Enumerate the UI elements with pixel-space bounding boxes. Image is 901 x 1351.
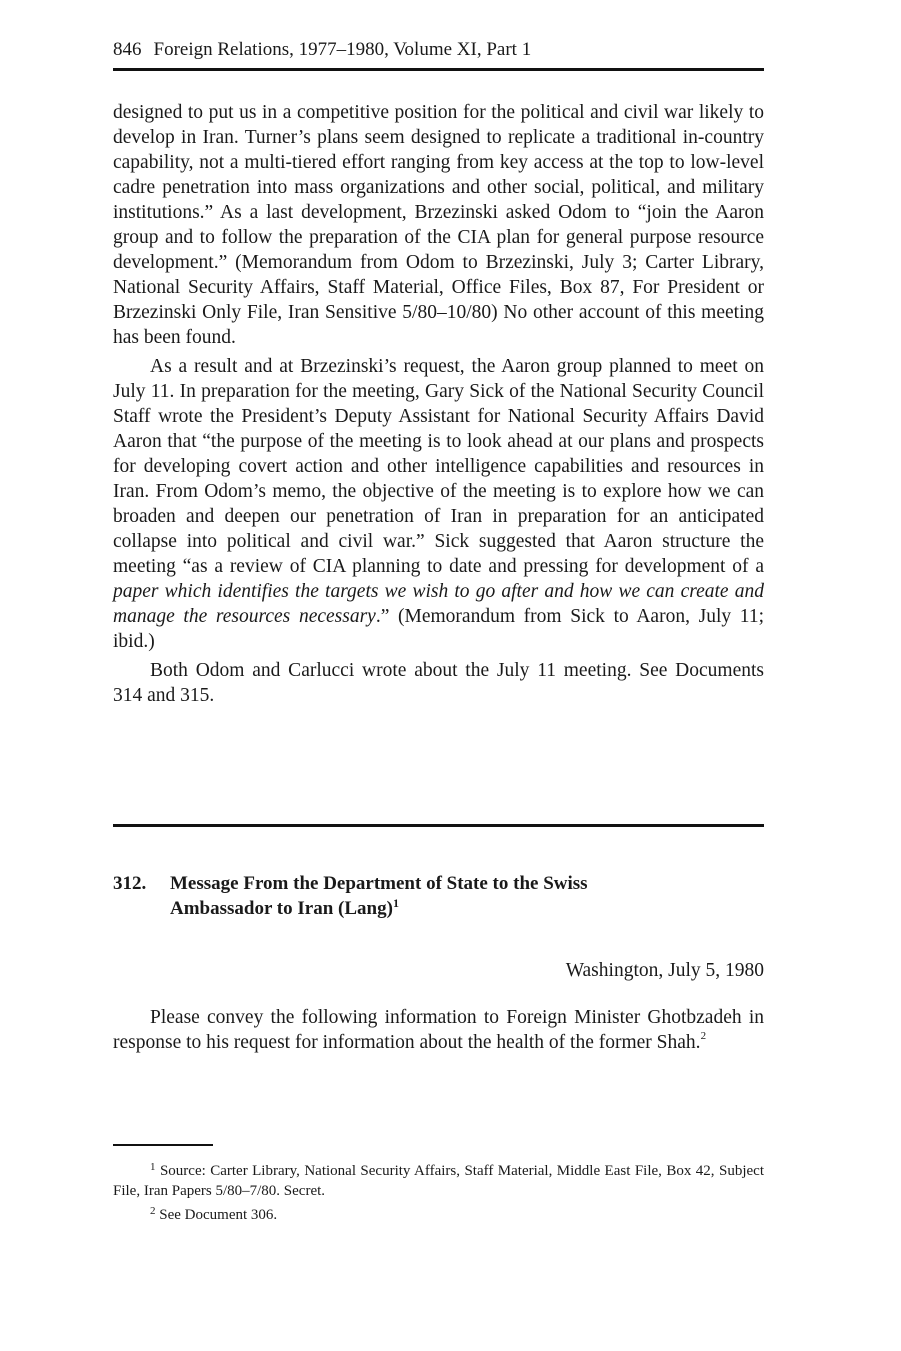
main-text [113, 100, 764, 712]
section-rule [113, 824, 764, 827]
paragraph-2-tail: .” (Memorandum from Sick to Aaron, July 11; ibid.) [113, 606, 764, 652]
footnote-rule [113, 1144, 213, 1146]
paragraph-1: designed to put us in a competitive position for the political and civil war likely to develop in Iran. Turner’s plans seem designed to replicate a traditional in-country capability, not a multi-tiered effort ranging from key access at the top to low-level cadre penetration into mass organizations and other social, political, and military institutions.” As a last development, Brzezinski asked Odom to “join the Aaron group and to follow the preparation of the CIA plan for general purpose resource development.” (Memorandum from Odom to Brzezinski, July 3; Carter Library, National Security Affairs, Staff Material, Office Files, Box 87, For President or Brzezinski Only File, Iran Sensitive 5/80–10/80) No other account of this meeting has been found. [113, 102, 764, 348]
paragraph-2-italic: paper which identifies the targets we wish to go after and how we can create and manage the resources necessary [113, 581, 764, 627]
footnote-2 [113, 1205, 764, 1225]
paragraph-3: Both Odom and Carlucci wrote about the July 11 meeting. See Documents 314 and 315. [113, 660, 764, 706]
footnote-2-text: See Document 306. [159, 1207, 278, 1223]
dateline: Washington, July 5, 1980 [565, 960, 764, 981]
header-rule [113, 68, 764, 71]
document-title-text: Message From the Department of State to the Swiss Ambassador to Iran (Lang) [170, 873, 588, 919]
running-head [113, 38, 764, 62]
document-title [170, 871, 690, 921]
footnote-1-mark: 1 [150, 1161, 156, 1173]
footnote-2-mark: 2 [150, 1205, 156, 1217]
paragraph-2 [113, 354, 764, 654]
footnotes [113, 1161, 764, 1229]
running-head-title: Foreign Relations, 1977–1980, Volume XI, Part 1 [153, 39, 532, 60]
document-body [113, 1005, 764, 1055]
title-footnote-ref: 1 [392, 896, 399, 910]
document-body-paragraph [113, 1005, 764, 1055]
footnote-1-text: Source: Carter Library, National Security Affairs, Staff Material, Middle East File, Box 42, Subject File, Iran Papers 5/80–7/80. Secret. [113, 1163, 764, 1199]
page-number: 846 [113, 39, 142, 60]
paragraph-2-text: As a result and at Brzezinski’s request, the Aaron group planned to meet on July 11. In preparation for the meeting, Gary Sick of the National Security Council Staff wrote the President’s Deputy Assistant for National Security Affairs David Aaron that “the purpose of the meeting is to look ahead at our plans and prospects for developing covert action and other intelligence capabilities and resources in Iran. From Odom’s memo, the objective of the meeting is to explore how we can broaden and deepen our penetration of Iran in preparation for an anticipated collapse into political and civil war.” Sick suggested that Aaron structure the meeting “as a review of CIA planning to date and pressing for development of a [113, 356, 764, 577]
document-body-text: Please convey the following information to Foreign Minister Ghotbzadeh in response to his request for information about the health of the former Shah. [113, 1007, 764, 1053]
body-footnote-ref: 2 [700, 1030, 707, 1042]
footnote-1 [113, 1161, 764, 1201]
document-number: 312. [113, 873, 147, 894]
